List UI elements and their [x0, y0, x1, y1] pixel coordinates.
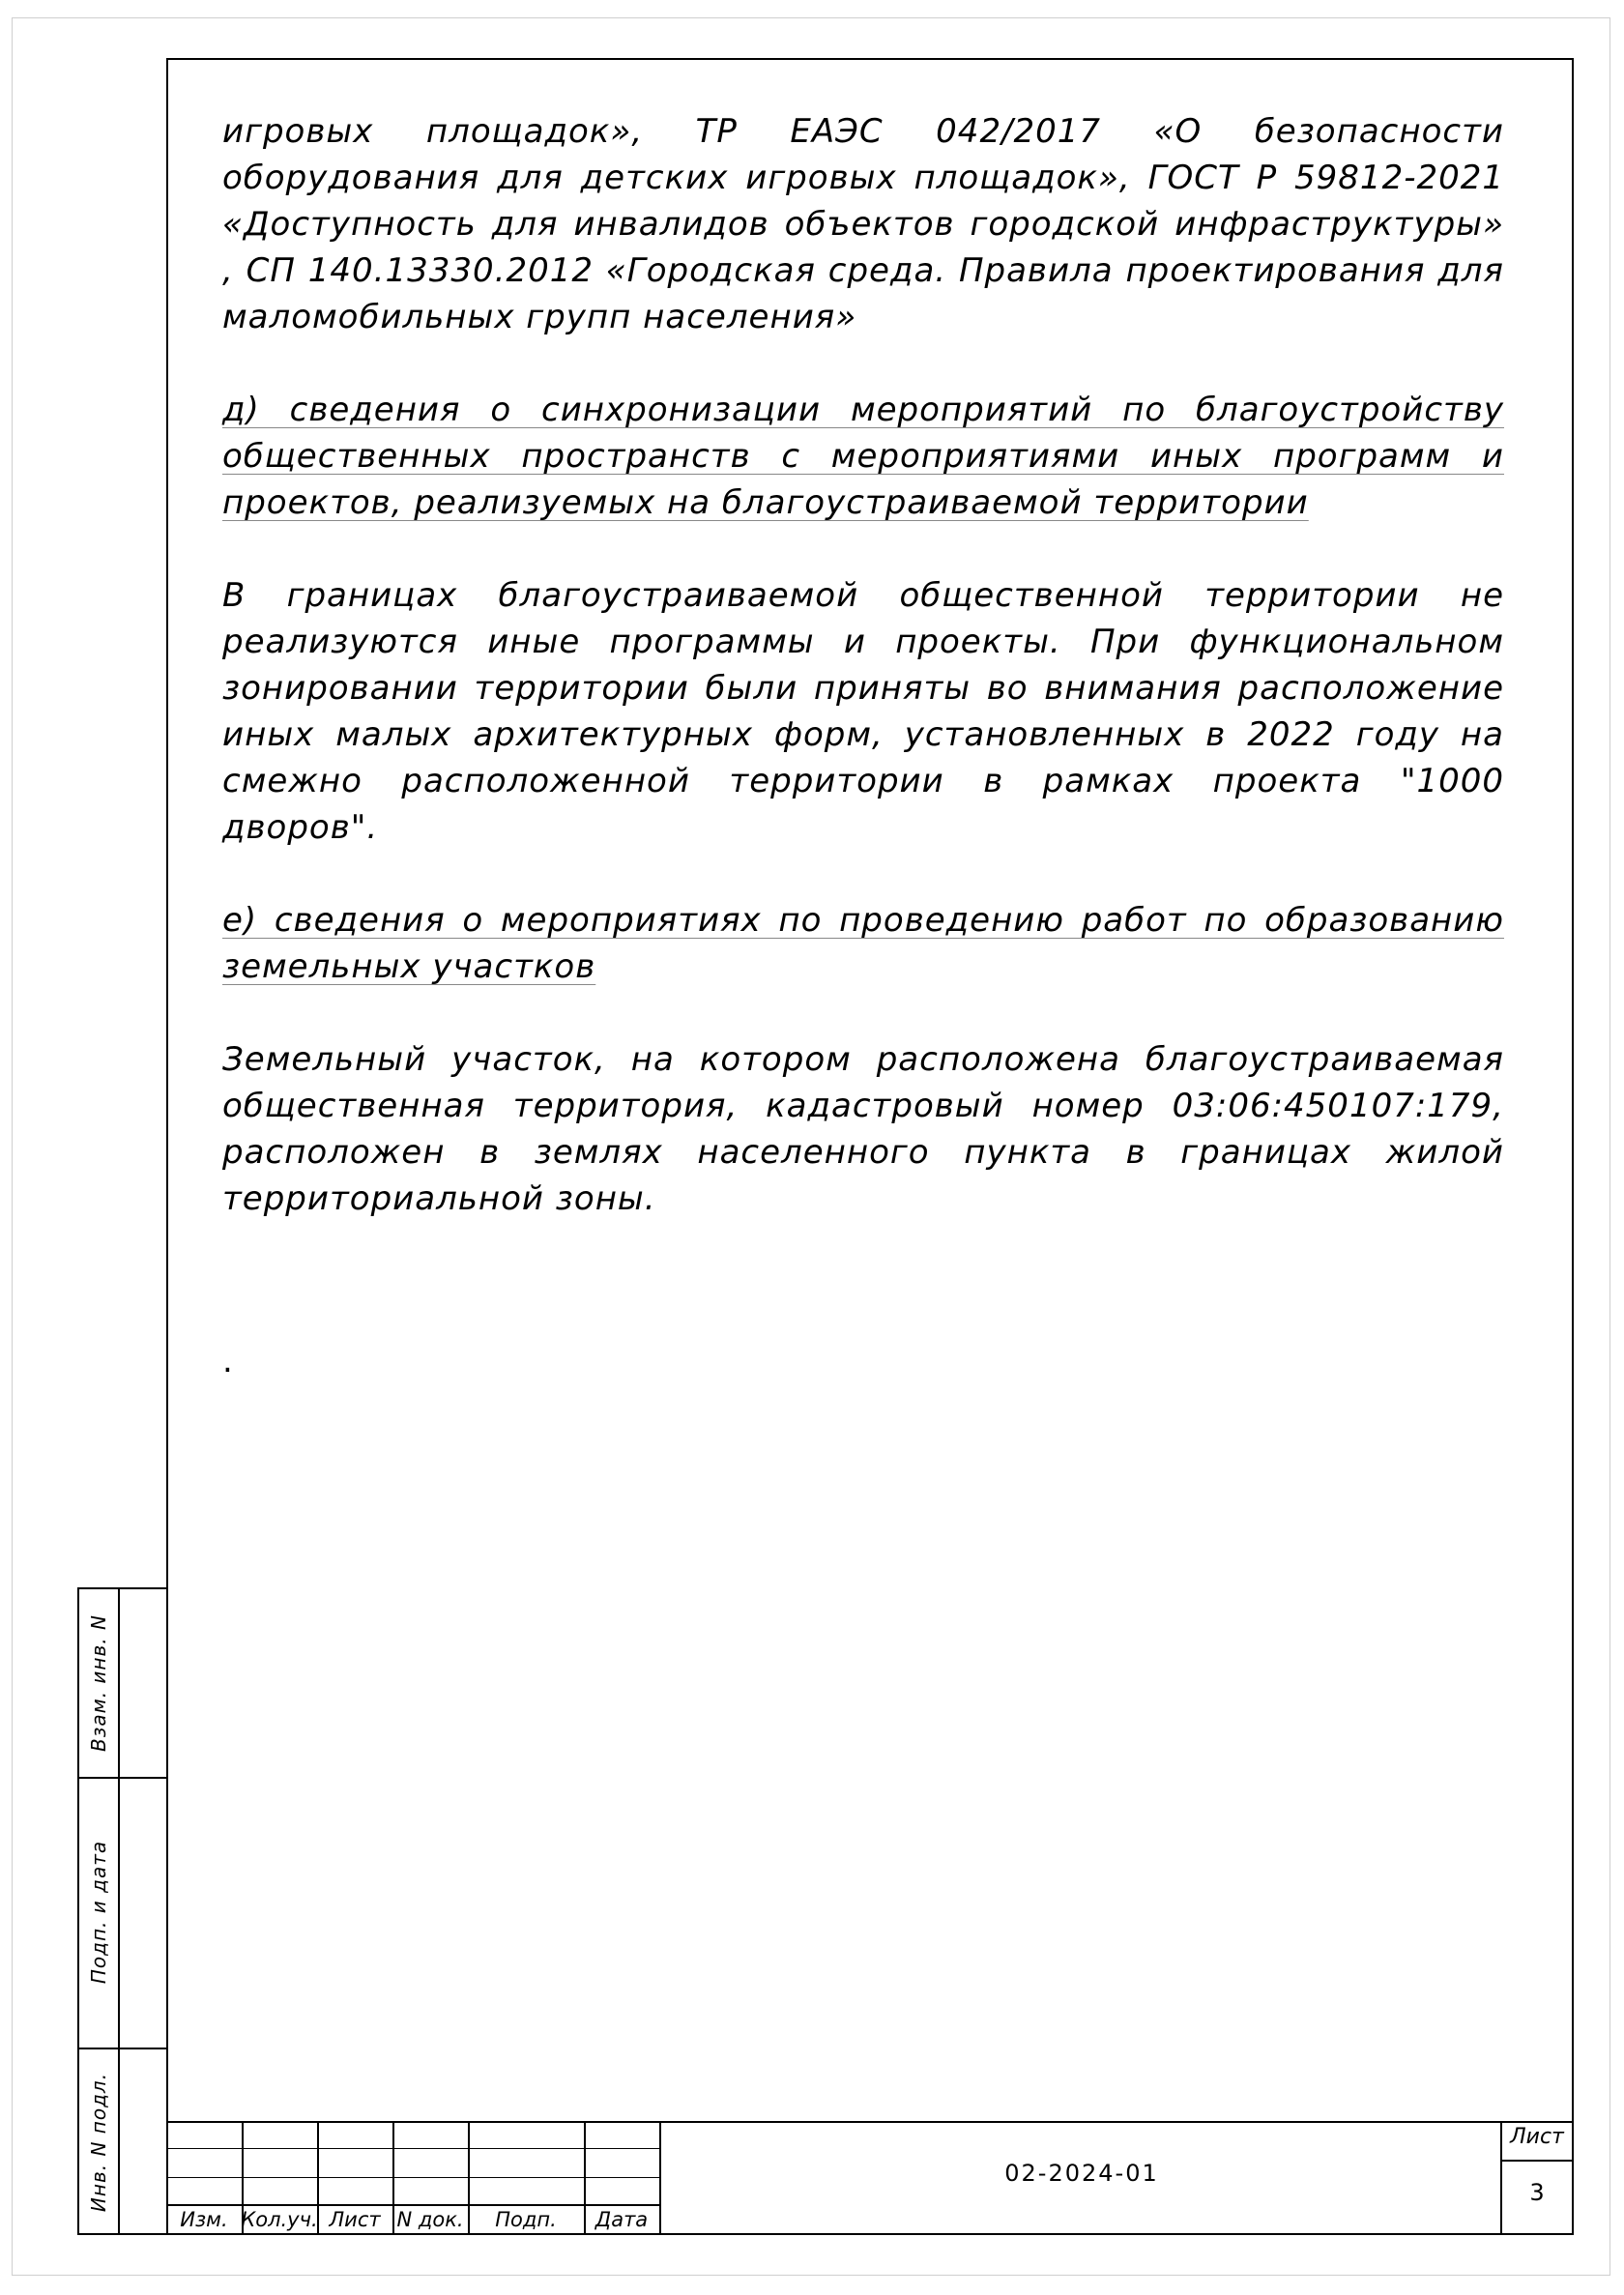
side-stamp — [77, 1587, 166, 2235]
document-code: 02-2024-01 — [1004, 2160, 1159, 2187]
heading-e — [222, 897, 1504, 990]
heading-d-text: д) сведения о синхронизации мероприятий по благоустройству общественных пространств с мероприятиями иных программ и проектов, реализуемых на благоустраиваемой территории — [222, 391, 1504, 522]
paragraph-programs: В границах благоустраиваемой общественной территории не реализуются иные программы и проекты. При функциональном зонировании территории были приняты во внимания расположение иных малых архитектурных форм, установленных в 2022 году на смежно расположенной территории в рамках проекта "1000 дворов". — [222, 576, 1504, 847]
heading-d — [222, 387, 1504, 526]
title-block-row-line — [166, 2148, 661, 2149]
title-block-kol: Кол.уч. — [241, 2208, 318, 2231]
document-body — [222, 108, 1504, 1268]
sheet-label: Лист — [1510, 2125, 1564, 2149]
title-block-top-line — [166, 2121, 1574, 2123]
title-block-sheet-line — [1500, 2160, 1574, 2162]
side-stamp-divider — [118, 1589, 120, 2233]
trailing-dot: . — [222, 1342, 233, 1380]
paragraph-standards: игровых площадок», ТР ЕАЭС 042/2017 «О безопасности оборудования для детских игровых площадок», ГОСТ Р 59812-2021 «Доступность для инвалидов объектов городской инфраструктуры» , СП 140.13330.2012 «Городская среда. Правила проектирования для маломобильных групп населения» — [222, 112, 1504, 336]
heading-e-text: е) сведения о мероприятиях по проведению работ по образованию земельных участков — [222, 901, 1504, 986]
title-block-ndok: N док. — [396, 2208, 464, 2231]
side-label-inv: Инв. N подл. — [87, 2072, 111, 2213]
title-block-row-line — [166, 2177, 661, 2178]
side-label-podp: Подп. и дата — [87, 1840, 110, 1985]
title-block — [166, 2121, 1574, 2235]
sheet-number: 3 — [1529, 2179, 1545, 2206]
title-block-list: Лист — [329, 2208, 381, 2231]
paragraph-land-plot: Земельный участок, на котором расположена благоустраиваемая общественная территория, кадастровый номер 03:06:450107:179, расположен в землях населенного пункта в границах жилой территориальной зоны. — [222, 1040, 1504, 1218]
title-block-izm: Изм. — [180, 2208, 228, 2231]
title-block-podp: Подп. — [495, 2208, 557, 2231]
title-block-data: Дата — [594, 2208, 649, 2231]
side-label-vzam: Взам. инв. N — [87, 1614, 111, 1752]
